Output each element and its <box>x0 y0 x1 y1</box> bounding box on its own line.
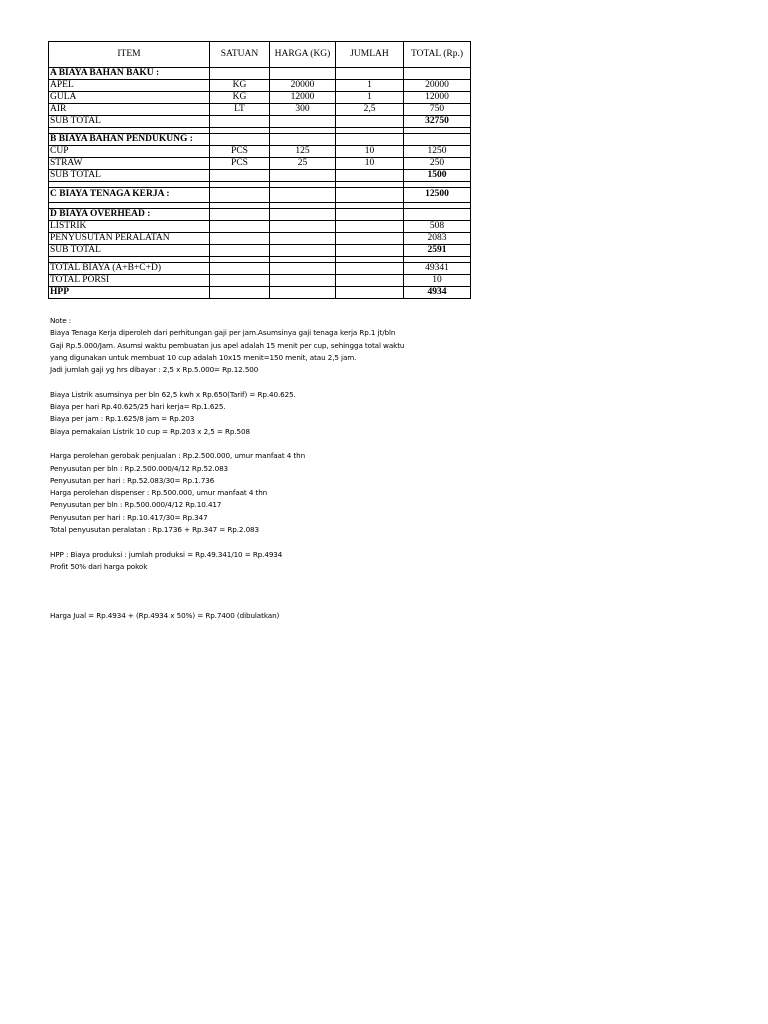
table-row <box>49 104 471 116</box>
note-line: Profit 50% dari harga pokok <box>50 561 148 571</box>
header-jumlah: JUMLAH <box>336 42 404 68</box>
harga-cell: 125 <box>270 146 336 158</box>
hpp-value: 4934 <box>404 287 471 299</box>
note-line: yang digunakan untuk membuat 10 cup adalah 10x15 menit=150 menit, atau 2,5 jam. <box>50 352 357 362</box>
note-line <box>50 598 404 610</box>
subtotal-label: SUB TOTAL <box>49 170 210 182</box>
note-line: Biaya Tenaga Kerja diperoleh dari perhitungan gaji per jam.Asumsinya gaji tenaga kerja Rp.1 jt/bln <box>50 328 396 338</box>
table-row <box>49 146 471 158</box>
header-satuan: SATUAN <box>210 42 270 68</box>
section-d-subtotal-row <box>49 245 471 257</box>
total-cell: 20000 <box>404 80 471 92</box>
note-line: HPP : Biaya produksi : jumlah produksi = Rp.49.341/10 = Rp.4934 <box>50 549 283 559</box>
section-a-title-row <box>49 68 471 80</box>
item-cell: AIR <box>49 104 210 116</box>
subtotal-label: SUB TOTAL <box>49 116 210 128</box>
satuan-cell: PCS <box>210 146 270 158</box>
harga-cell: 25 <box>270 158 336 170</box>
subtotal-value: 1500 <box>404 170 471 182</box>
table-row <box>49 80 471 92</box>
cost-table <box>48 41 471 299</box>
table-row <box>49 92 471 104</box>
section-b-subtotal-row <box>49 170 471 182</box>
note-line: Biaya per jam : Rp.1.625/8 jam = Rp.203 <box>50 414 195 424</box>
item-cell: CUP <box>49 146 210 158</box>
note-line: Total penyusutan peralatan : Rp.1736 + Rp.347 = Rp.2.083 <box>50 525 259 535</box>
section-d-title: D BIAYA OVERHEAD : <box>49 209 210 221</box>
jumlah-cell: 10 <box>336 146 404 158</box>
jumlah-cell: 1 <box>336 80 404 92</box>
note-line <box>50 536 404 548</box>
table-row <box>49 233 471 245</box>
satuan-cell: KG <box>210 92 270 104</box>
satuan-cell: KG <box>210 80 270 92</box>
table-row <box>49 158 471 170</box>
total-cell: 508 <box>404 221 471 233</box>
hpp-label: HPP <box>49 287 210 299</box>
section-c-title: C BIAYA TENAGA KERJA : <box>49 188 210 203</box>
item-cell: GULA <box>49 92 210 104</box>
note-line <box>50 438 404 450</box>
harga-cell: 300 <box>270 104 336 116</box>
note-line <box>50 376 404 388</box>
total-porsi-label: TOTAL PORSI <box>49 275 210 287</box>
total-biaya-row <box>49 263 471 275</box>
satuan-cell: PCS <box>210 158 270 170</box>
total-biaya-label: TOTAL BIAYA (A+B+C+D) <box>49 263 210 275</box>
notes-block <box>50 315 404 622</box>
header-item: ITEM <box>49 42 210 68</box>
hpp-row <box>49 287 471 299</box>
harga-cell: 12000 <box>270 92 336 104</box>
table-row <box>49 221 471 233</box>
total-biaya-value: 49341 <box>404 263 471 275</box>
note-line: Biaya pemakaian Listrik 10 cup = Rp.203 x 2,5 = Rp.508 <box>50 426 250 436</box>
section-b-title-row <box>49 134 471 146</box>
note-line: Penyusutan per bln : Rp.500.000/4/12 Rp.10.417 <box>50 500 222 510</box>
note-line: Penyusutan per bln : Rp.2.500.000/4/12 Rp.52.083 <box>50 463 229 473</box>
header-total: TOTAL (Rp.) <box>404 42 471 68</box>
note-line: Biaya per hari Rp.40.625/25 hari kerja= Rp.1.625. <box>50 402 226 412</box>
note-line: Harga Jual = Rp.4934 + (Rp.4934 x 50%) = Rp.7400 (dibulatkan) <box>50 611 280 621</box>
note-line <box>50 586 404 598</box>
item-cell: LISTRIK <box>49 221 210 233</box>
note-line: Penyusutan per hari : Rp.10.417/30= Rp.347 <box>50 512 208 522</box>
satuan-cell: LT <box>210 104 270 116</box>
total-cell: 12000 <box>404 92 471 104</box>
note-line: Harga perolehan gerobak penjualan : Rp.2.500.000, umur manfaat 4 thn <box>50 451 306 461</box>
total-cell: 2083 <box>404 233 471 245</box>
subtotal-value: 2591 <box>404 245 471 257</box>
total-cell: 250 <box>404 158 471 170</box>
note-line: Biaya Listrik asumsinya per bln 62,5 kwh x Rp.650(Tarif) = Rp.40.625. <box>50 389 296 399</box>
section-c-row <box>49 188 471 203</box>
section-a-title: A BIAYA BAHAN BAKU : <box>49 68 210 80</box>
note-line: Note : <box>50 316 72 325</box>
section-d-title-row <box>49 209 471 221</box>
total-porsi-row <box>49 275 471 287</box>
section-b-title: B BIAYA BAHAN PENDUKUNG : <box>49 134 210 146</box>
section-c-total: 12500 <box>404 188 471 203</box>
item-cell: STRAW <box>49 158 210 170</box>
table-header-row <box>49 42 471 68</box>
header-harga: HARGA (KG) <box>270 42 336 68</box>
total-cell: 750 <box>404 104 471 116</box>
jumlah-cell: 1 <box>336 92 404 104</box>
note-line <box>50 573 404 585</box>
total-porsi-value: 10 <box>404 275 471 287</box>
jumlah-cell: 2,5 <box>336 104 404 116</box>
item-cell: PENYUSUTAN PERALATAN <box>49 233 210 245</box>
subtotal-value: 32750 <box>404 116 471 128</box>
subtotal-label: SUB TOTAL <box>49 245 210 257</box>
total-cell: 1250 <box>404 146 471 158</box>
jumlah-cell: 10 <box>336 158 404 170</box>
note-line: Gaji Rp.5.000/Jam. Asumsi waktu pembuatan jus apel adalah 15 menit per cup, sehingga total waktu <box>50 340 405 350</box>
section-a-subtotal-row <box>49 116 471 128</box>
note-line: Jadi jumlah gaji yg hrs dibayar : 2,5 x Rp.5.000= Rp.12.500 <box>50 365 259 375</box>
note-line: Penyusutan per hari : Rp.52.083/30= Rp.1.736 <box>50 475 215 485</box>
item-cell: APEL <box>49 80 210 92</box>
harga-cell: 20000 <box>270 80 336 92</box>
note-line: Harga perolehan dispenser : Rp.500.000, umur manfaat 4 thn <box>50 488 268 498</box>
